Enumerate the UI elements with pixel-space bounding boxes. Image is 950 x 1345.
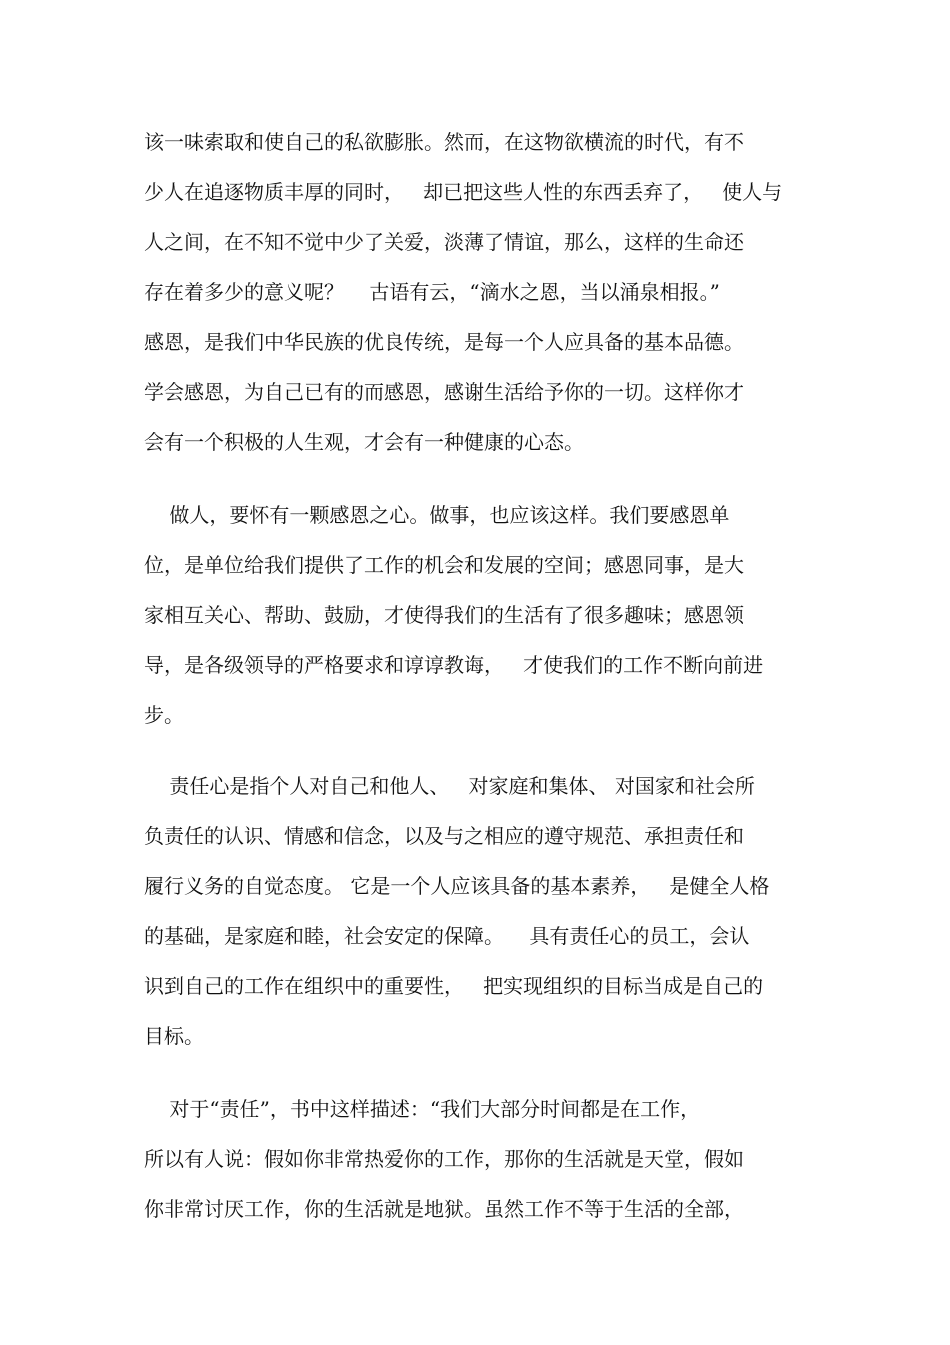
text-line: 识到自己的工作在组织中的重要性， 把实现组织的目标当成是自己的 xyxy=(144,974,764,998)
text-line: 该一味索取和使自己的私欲膨胀。然而，在这物欲横流的时代，有不 xyxy=(144,130,744,154)
text-line: 做人，要怀有一颗感恩之心。做事，也应该这样。我们要感恩单 xyxy=(144,503,730,527)
text-line: 你非常讨厌工作，你的生活就是地狱。虽然工作不等于生活的全部， xyxy=(144,1197,744,1221)
text-line: 家相互关心、帮助、鼓励，才使得我们的生活有了很多趣味；感恩领 xyxy=(144,603,744,627)
text-line: 会有一个积极的人生观，才会有一种健康的心态。 xyxy=(144,430,584,454)
text-line: 导，是各级领导的严格要求和谆谆教诲， 才使我们的工作不断向前进 xyxy=(144,653,764,677)
text-line: 负责任的认识、情感和信念，以及与之相应的遵守规范、承担责任和 xyxy=(144,824,744,848)
text-line: 存在着多少的意义呢？ 古语有云，“滴水之恩，当以涌泉相报。” xyxy=(144,280,720,304)
text-line: 步。 xyxy=(144,703,184,727)
text-line: 的基础，是家庭和睦，社会安定的保障。 具有责任心的员工，会认 xyxy=(144,924,750,948)
text-line: 感恩，是我们中华民族的优良传统，是每一个人应具备的基本品德。 xyxy=(144,330,744,354)
text-line: 对于“责任”，书中这样描述：“我们大部分时间都是在工作， xyxy=(144,1097,701,1121)
text-line: 履行义务的自觉态度。 它是一个人应该具备的基本素养， 是健全人格 xyxy=(144,874,770,898)
text-line: 责任心是指个人对自己和他人、 对家庭和集体、 对国家和社会所 xyxy=(144,774,755,798)
text-line: 人之间，在不知不觉中少了关爱，淡薄了情谊，那么，这样的生命还 xyxy=(144,230,744,254)
text-line: 目标。 xyxy=(144,1024,204,1048)
text-line: 少人在追逐物质丰厚的同时， 却已把这些人性的东西丢弃了， 使人与 xyxy=(144,180,783,204)
text-line: 所以有人说：假如你非常热爱你的工作，那你的生活就是天堂，假如 xyxy=(144,1147,744,1171)
text-line: 位，是单位给我们提供了工作的机会和发展的空间；感恩同事，是大 xyxy=(144,553,744,577)
text-line: 学会感恩，为自己已有的而感恩，感谢生活给予你的一切。这样你才 xyxy=(144,380,744,404)
